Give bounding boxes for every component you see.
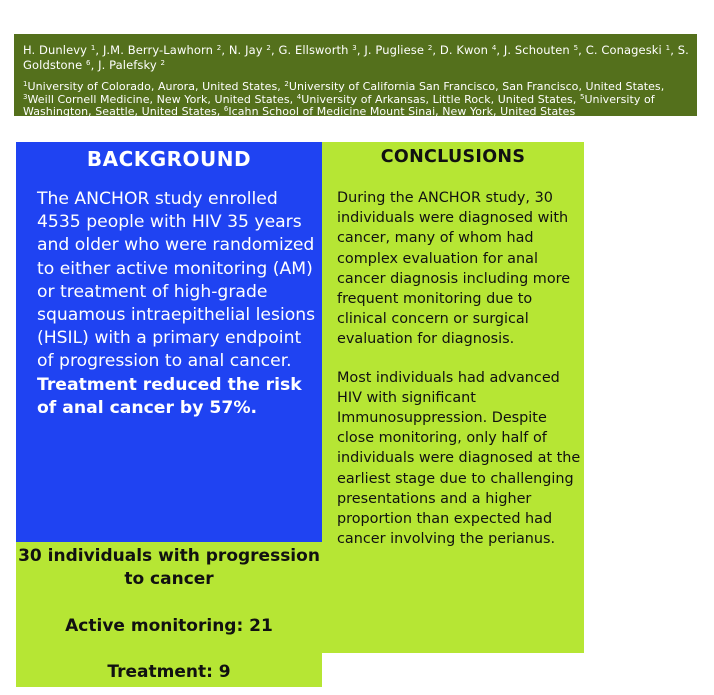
conclusions-panel — [322, 142, 584, 653]
author-list — [23, 43, 689, 73]
stats-heading: 30 individuals with progression to cancer — [18, 546, 320, 589]
author: J.M. Berry-Lawhorn $^2$, — [102, 43, 226, 57]
conclusions-title: CONCLUSIONS — [380, 147, 526, 167]
affiliation-list: $^1$University of Colorado, Aurora, United States, $^2$University of California San Francisco, San Francisco, United States, $^3$Weill Cornell Medicine, New York, United States, $^4$University of Arkansas, Little Rock, United States, $^5$University of Washington, Seattle, United States, $^6$Icahn School of Medicine Mount Sinai, New York, United States — [23, 80, 665, 118]
treatment-count: Treatment: 9 — [107, 662, 231, 682]
affiliation: University of Arkansas, Little Rock, United States — [301, 92, 573, 106]
author-header — [14, 34, 697, 116]
author: J. Pugliese $^2$, — [364, 43, 437, 57]
author: H. Dunlevy $^1$, — [23, 43, 100, 57]
background-panel — [16, 142, 322, 542]
author: D. Kwon $^4$, — [439, 43, 501, 57]
outcome-stats-panel — [16, 542, 322, 687]
author: C. Conageski $^1$, — [585, 43, 674, 57]
affiliation: University of California San Francisco, San Francisco, United States — [288, 80, 661, 93]
author: S. Goldstone $^6$, — [23, 43, 689, 72]
conclusions-body — [337, 188, 585, 567]
author: N. Jay $^2$, — [228, 43, 275, 57]
background-highlight: Treatment reduced the risk of anal cancer by 57%. — [37, 374, 302, 418]
affiliation: University of Colorado, Aurora, United States — [27, 80, 278, 93]
background-title: BACKGROUND — [86, 147, 252, 171]
background-body — [37, 188, 319, 420]
conclusions-paragraph: During the ANCHOR study, 30 individuals were diagnosed with cancer, many of whom had complex evaluation for anal cancer diagnosis including more frequent monitoring due to clinical concern or surgical evaluation for diagnosis. — [337, 190, 571, 348]
conclusions-paragraph: Most individuals had advanced HIV with significant Immunosuppression. Despite close monitoring, only half of individuals were diagnosed at the earliest stage due to challenging presentations and a higher proportion than expected had cancer involving the perianus. — [337, 369, 581, 548]
active-monitoring-count: Active monitoring: 21 — [65, 616, 273, 636]
author: G. Ellsworth $^3$, — [278, 43, 361, 57]
author: J. Palefsky $^2$ — [98, 58, 166, 72]
affiliation: University of Washington, Seattle, United States — [23, 92, 655, 118]
background-text: The ANCHOR study enrolled 4535 people with HIV 35 years and older who were randomized to either active monitoring (AM) or treatment of high-grade squamous intraepithelial lesions (HSIL) with a primary endpoint of progression to anal cancer. — [37, 189, 316, 372]
author: J. Schouten $^5$, — [503, 43, 582, 57]
affiliation: Icahn School of Medicine Mount Sinai, New York, United States — [228, 105, 576, 118]
affiliation: Weill Cornell Medicine, New York, United States — [27, 92, 290, 106]
